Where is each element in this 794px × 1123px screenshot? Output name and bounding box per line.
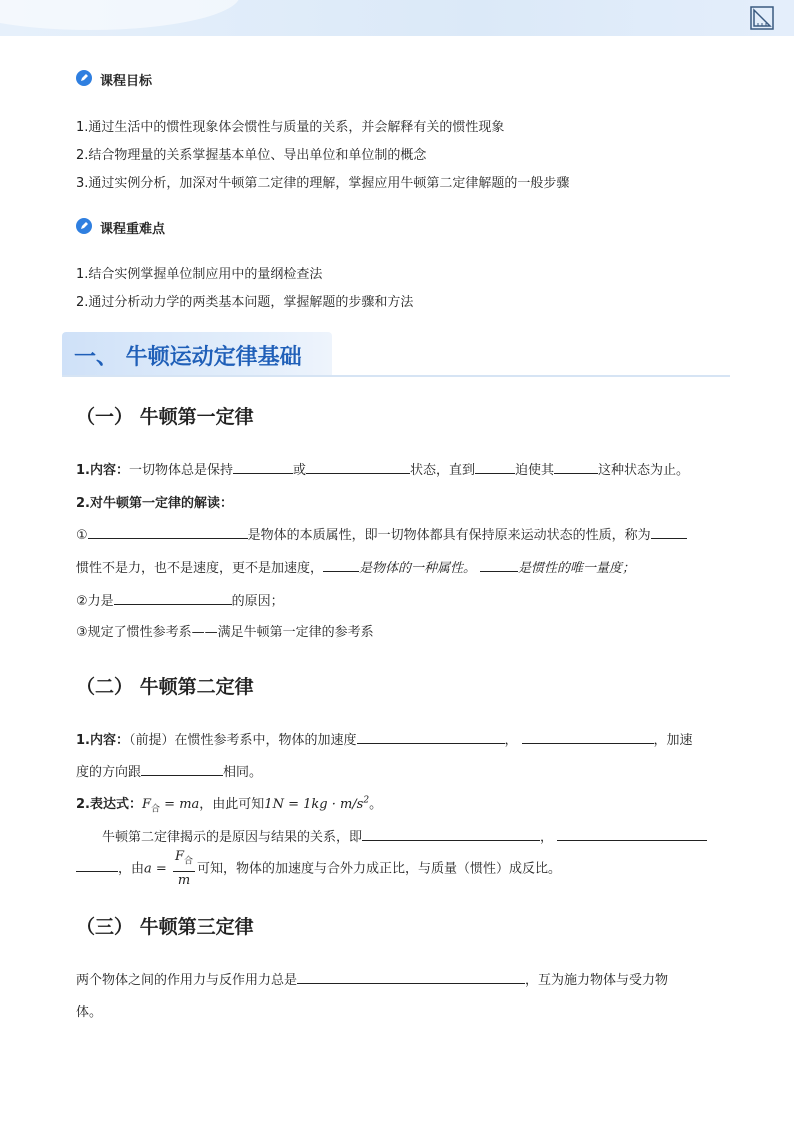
s2-content-label: 1.内容： [76,733,129,748]
goal-item-2: 2.结合物理量的关系掌握基本单位、导出单位和单位制的概念 [76,148,427,163]
pen-icon [76,218,92,234]
s1-point-1 [76,524,687,543]
s2-text: 度的方向跟 [76,765,142,780]
s1-text: ②力是 [76,594,114,609]
circled-number: ① [76,528,88,543]
formula-force [141,797,200,815]
fill-blank[interactable] [76,859,118,872]
s1-text: 是物体的一种属性。 [359,561,477,576]
fill-blank[interactable] [114,592,232,605]
s1-interp-label: 2.对牛顿第一定律的解读： [76,496,233,511]
formula-exponent: 2 [363,795,370,806]
s2-expression-line [76,793,382,815]
s1-point-3: ③规定了惯性参考系——满足牛顿第一定律的参考系 [76,625,374,640]
s3-line-2: 体。 [76,1005,103,1020]
chapter-title: 一、 牛顿运动定律基础 [74,345,302,370]
s2-cause-line-2 [76,848,561,890]
s3-line-1 [76,969,668,988]
goals-title: 课程目标 [100,74,153,89]
section-2-title: （二） 牛顿第二定律 [76,676,254,698]
fill-blank[interactable] [297,971,525,984]
s1-text: 的原因； [231,594,284,609]
section-3-title: （三） 牛顿第三定律 [76,916,254,938]
fill-blank[interactable] [357,731,505,744]
header-decoration [0,0,240,30]
s1-text: 是惯性的唯一量度； [518,561,636,576]
s1-point-1-cont [76,557,635,576]
ruler-logo-icon [750,6,774,30]
s1-content-label: 1.内容： [76,463,129,478]
goal-item-3: 3.通过实例分析，加深对牛顿第二定律的理解，掌握应用牛顿第二定律解题的一般步骤 [76,176,570,191]
formula-symbol: 1N = 1kg · m/s [264,797,364,812]
formula-symbol: a [144,861,152,877]
fill-blank[interactable] [480,559,518,572]
s1-text: 是物体的本质属性，即一切物体都具有保持原来运动状态的性质，称为 [247,528,651,543]
s1-text: 迫使其 [515,463,555,478]
s2-content-line [76,729,693,748]
goal-item-1: 1.通过生活中的惯性现象体会惯性与质量的关系，并会解释有关的惯性现象 [76,120,505,135]
fill-blank[interactable] [651,526,687,539]
s2-text: 相同。 [223,765,263,780]
formula-unit [264,797,369,812]
chapter-divider [62,375,730,377]
s3-text: 两个物体之间的作用力与反作用力总是 [76,973,298,988]
fill-blank[interactable] [362,828,540,841]
s2-text: ， [504,733,518,748]
formula-fraction [173,848,195,890]
section-1-title: （一） 牛顿第一定律 [76,406,254,428]
fill-blank[interactable] [233,461,293,474]
s2-cause-line [102,826,707,845]
s2-text: ， [540,830,554,845]
formula-subscript: 合 [151,804,161,815]
pen-icon [76,70,92,86]
s1-content-line [76,459,689,478]
page-header-band [0,0,794,36]
keypoints-title: 课程重难点 [100,222,166,237]
s2-expr-label: 2.表达式： [76,797,142,812]
s2-text: 。 [369,797,383,812]
s1-text: 或 [293,463,307,478]
formula-subscript: 合 [183,856,193,867]
formula-numerator: F [174,849,184,864]
fill-blank[interactable] [88,526,248,539]
s1-text: 这种状态为止。 [598,463,690,478]
s1-point-2 [76,590,284,609]
s2-text: 牛顿第二定律揭示的是原因与结果的关系，即 [102,830,363,845]
fill-blank[interactable] [557,828,707,841]
s3-text: ，互为施力物体与受力物 [525,973,669,988]
fill-blank[interactable] [323,559,359,572]
fill-blank[interactable] [306,461,410,474]
s2-text: （前提）在惯性参考系中，物体的加速度 [128,733,357,748]
fill-blank[interactable] [141,763,223,776]
s1-text: 一切物体总是保持 [128,463,233,478]
keypoint-item-1: 1.结合实例掌握单位制应用中的量纲检查法 [76,267,323,282]
s2-text: 可知，物体的加速度与合外力成正比，与质量（惯性）成反比。 [197,861,562,877]
s2-text: ，由此可知 [199,797,265,812]
keypoint-item-2: 2.通过分析动力学的两类基本问题，掌握解题的步骤和方法 [76,295,414,310]
formula-symbol: F [141,797,152,812]
fill-blank[interactable] [554,461,598,474]
s2-content-line-2 [76,761,262,780]
formula-denominator: m [177,872,191,888]
fill-blank[interactable] [522,731,654,744]
formula-symbol: = ma [160,797,200,812]
s2-text: ，加速 [653,733,693,748]
s1-text: 惯性不是力，也不是速度，更不是加速度， [76,561,324,576]
s2-text: ，由 [118,861,145,877]
formula-symbol: = [151,861,171,877]
fill-blank[interactable] [475,461,515,474]
s1-text: 状态，直到 [410,463,476,478]
